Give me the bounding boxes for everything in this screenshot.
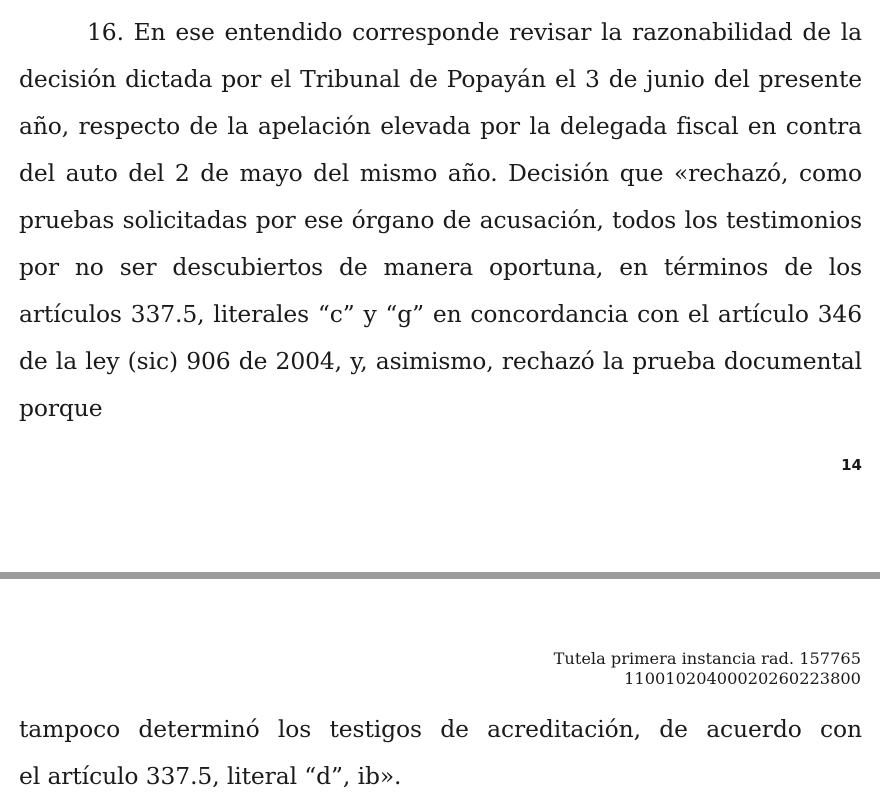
header-case-number: 11001020400020260223800 bbox=[624, 669, 861, 688]
paragraph-line: tampoco determinó los testigos de acreditación, de acuerdo con bbox=[19, 715, 862, 743]
paragraph-continuation bbox=[19, 706, 862, 800]
paragraph-line: fiscal en contra del auto del 2 de mayo del mismo año. Decisión bbox=[19, 112, 862, 187]
page-number: 14 bbox=[841, 456, 862, 474]
paragraph-line: 2004, y, asimismo, rechazó la prueba documental porque bbox=[19, 347, 862, 422]
paragraph-line: 16. En ese entendido corresponde revisar la razonabilidad bbox=[87, 18, 793, 46]
paragraph-line: y “g” en concordancia con el artículo 346 de la ley (sic) 906 de bbox=[19, 300, 862, 375]
paragraph-line: manera oportuna, en términos de los artículos 337.5, literales “c” bbox=[19, 253, 863, 328]
page-header bbox=[554, 649, 861, 689]
paragraph-line: de la decisión dictada por el Tribunal de Popayán el 3 de junio bbox=[19, 18, 862, 93]
paragraph-line: acusación, todos los testimonios por no ser descubiertos de bbox=[19, 206, 862, 281]
paragraph-16 bbox=[19, 9, 862, 432]
paragraph-line: del presente año, respecto de la apelación elevada por la delegada bbox=[19, 65, 862, 140]
paragraph-line: que «rechazó, como pruebas solicitadas por ese órgano de bbox=[19, 159, 863, 234]
paragraph-line: el artículo 337.5, literal “d”, ib». bbox=[19, 762, 402, 790]
page-divider bbox=[0, 572, 880, 579]
document-page-lower bbox=[0, 579, 880, 811]
header-case-type: Tutela primera instancia rad. 157765 bbox=[553, 649, 861, 668]
